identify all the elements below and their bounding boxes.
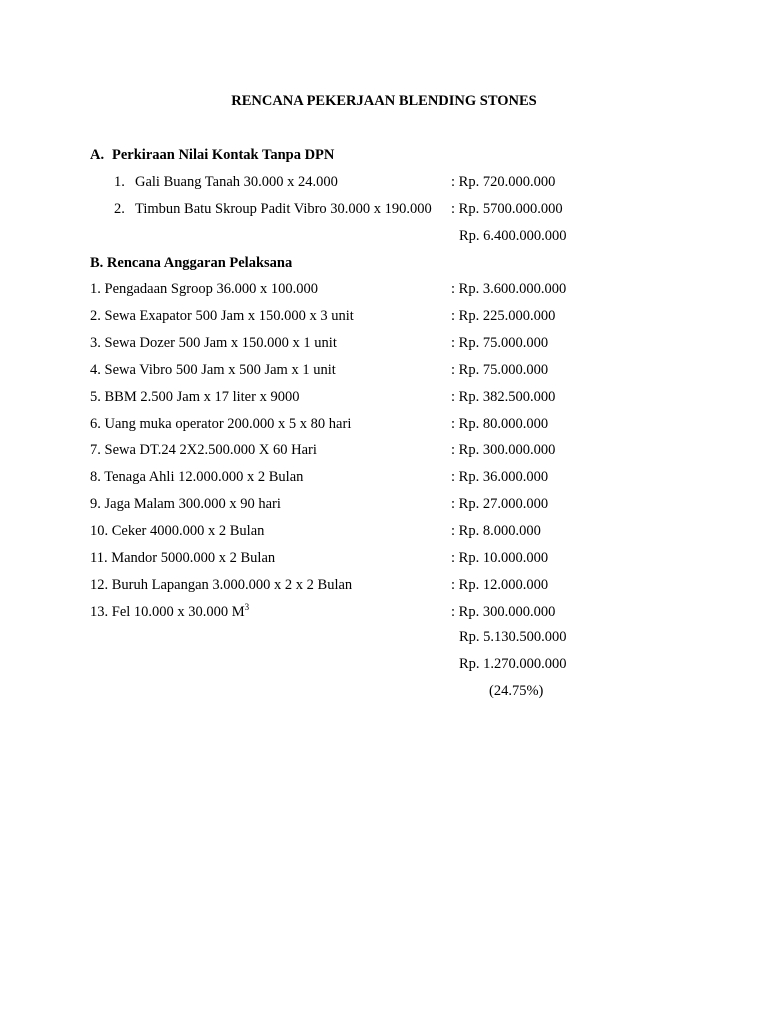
item-description: 3. Sewa Dozer 500 Jam x 150.000 x 1 unit bbox=[90, 335, 337, 351]
item-amount: : Rp. 300.000.000 bbox=[451, 604, 556, 620]
section-a-letter: A. bbox=[90, 147, 105, 163]
section-b-item bbox=[0, 523, 768, 543]
item-description: 11. Mandor 5000.000 x 2 Bulan bbox=[90, 550, 276, 566]
section-a-item bbox=[0, 201, 768, 221]
item-number: 2. bbox=[114, 201, 125, 217]
section-b-item bbox=[0, 496, 768, 516]
difference-percentage: (24.75%) bbox=[489, 683, 544, 699]
section-b-item bbox=[0, 308, 768, 328]
section-a-heading bbox=[90, 147, 334, 164]
item-description: 10. Ceker 4000.000 x 2 Bulan bbox=[90, 523, 265, 539]
item-amount: : Rp. 75.000.000 bbox=[451, 335, 549, 351]
item-amount: : Rp. 10.000.000 bbox=[451, 550, 549, 566]
section-a-title: Perkiraan Nilai Kontak Tanpa DPN bbox=[112, 147, 335, 163]
item-description: 5. BBM 2.500 Jam x 17 liter x 9000 bbox=[90, 389, 300, 405]
section-a-item bbox=[0, 174, 768, 194]
section-b-item bbox=[0, 281, 768, 301]
item-description: 2. Sewa Exapator 500 Jam x 150.000 x 3 unit bbox=[90, 308, 354, 324]
section-b-item bbox=[0, 362, 768, 382]
item-description: 1. Pengadaan Sgroop 36.000 x 100.000 bbox=[90, 281, 318, 297]
item-amount: : Rp. 382.500.000 bbox=[451, 389, 556, 405]
item-amount: : Rp. 75.000.000 bbox=[451, 362, 549, 378]
section-b-heading: B. Rencana Anggaran Pelaksana bbox=[90, 255, 293, 271]
item-number: 1. bbox=[114, 174, 125, 190]
item-description: 9. Jaga Malam 300.000 x 90 hari bbox=[90, 496, 281, 512]
item-amount: : Rp. 12.000.000 bbox=[451, 577, 549, 593]
section-b-item bbox=[0, 416, 768, 436]
item-description: 7. Sewa DT.24 2X2.500.000 X 60 Hari bbox=[90, 442, 317, 458]
section-b-item bbox=[0, 469, 768, 489]
item-amount: : Rp. 720.000.000 bbox=[451, 174, 556, 190]
item-description: 6. Uang muka operator 200.000 x 5 x 80 hari bbox=[90, 416, 352, 432]
section-b-item bbox=[0, 604, 768, 624]
section-b-item bbox=[0, 389, 768, 409]
item-description: 4. Sewa Vibro 500 Jam x 500 Jam x 1 unit bbox=[90, 362, 336, 378]
section-a-total: Rp. 6.400.000.000 bbox=[459, 228, 567, 244]
item-amount: : Rp. 5700.000.000 bbox=[451, 201, 563, 217]
section-b-item bbox=[0, 335, 768, 355]
item-amount: : Rp. 3.600.000.000 bbox=[451, 281, 567, 297]
section-b-item bbox=[0, 442, 768, 462]
section-b-total: Rp. 5.130.500.000 bbox=[459, 629, 567, 645]
item-description: Gali Buang Tanah 30.000 x 24.000 bbox=[135, 174, 338, 190]
item-amount: : Rp. 8.000.000 bbox=[451, 523, 541, 539]
item-superscript: 3 bbox=[244, 602, 250, 613]
document-title: RENCANA PEKERJAAN BLENDING STONES bbox=[231, 93, 537, 109]
item-amount: : Rp. 80.000.000 bbox=[451, 416, 549, 432]
section-b-item bbox=[0, 550, 768, 570]
section-b-item bbox=[0, 577, 768, 597]
item-amount: : Rp. 300.000.000 bbox=[451, 442, 556, 458]
difference-amount: Rp. 1.270.000.000 bbox=[459, 656, 567, 672]
item-amount: : Rp. 225.000.000 bbox=[451, 308, 556, 324]
item-description: 8. Tenaga Ahli 12.000.000 x 2 Bulan bbox=[90, 469, 304, 485]
item-amount: : Rp. 36.000.000 bbox=[451, 469, 549, 485]
item-amount: : Rp. 27.000.000 bbox=[451, 496, 549, 512]
item-description: 12. Buruh Lapangan 3.000.000 x 2 x 2 Bulan bbox=[90, 577, 353, 593]
item-description: Timbun Batu Skroup Padit Vibro 30.000 x 190.000 bbox=[135, 201, 432, 217]
item-description: 13. Fel 10.000 x 30.000 $M^3$ bbox=[90, 602, 250, 620]
